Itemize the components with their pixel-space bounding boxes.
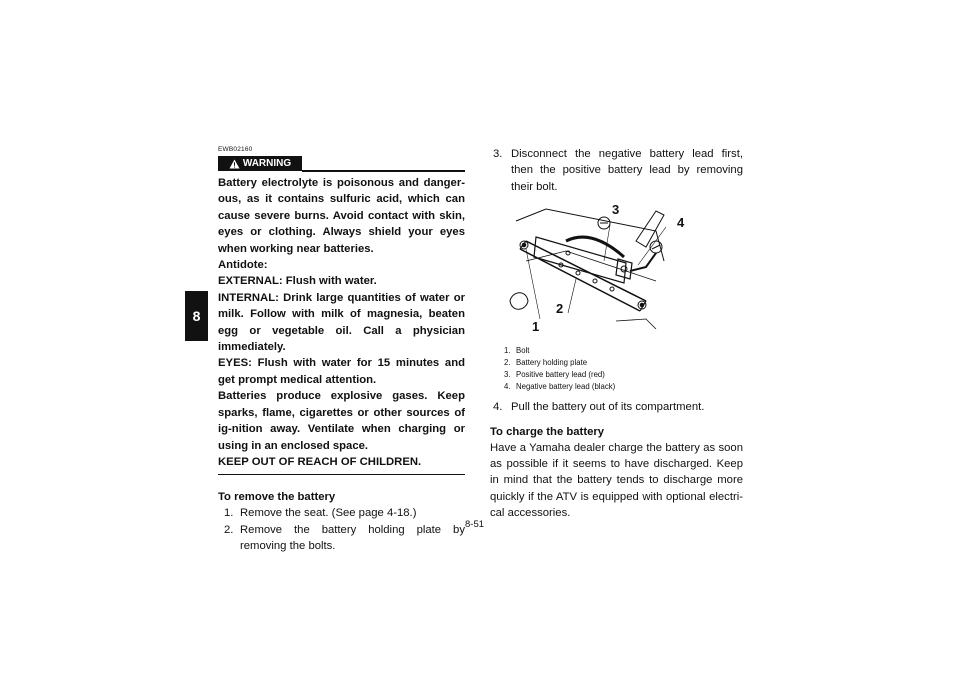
step-number: 4. <box>493 401 503 414</box>
step-text: Remove the battery holding plate by removing the bolts. <box>240 523 465 553</box>
list-item <box>218 505 465 521</box>
step-text: Disconnect the negative battery lead first, then the positive battery lead by removing their bolt. <box>511 148 743 193</box>
legend-text: Positive battery lead (red) <box>516 370 605 380</box>
battery-figure <box>506 201 685 341</box>
legend-item <box>504 357 743 369</box>
list-item <box>218 522 465 555</box>
callout-1: 1 <box>532 319 540 335</box>
step-text: Remove the seat. (See page 4-18.) <box>240 507 417 520</box>
legend-text: Bolt <box>516 346 530 356</box>
warning-paragraph: KEEP OUT OF REACH OF CHILDREN. <box>218 455 422 468</box>
charge-battery-text: Have a Yamaha dealer charge the battery as soon as possible if it seems to have discharged. Keep in mind that the battery tends to discharge more quickly if the ATV is equipped with optional electri-cal accessories. <box>490 441 743 520</box>
legend-item <box>504 345 743 357</box>
callout-4: 4 <box>677 215 685 231</box>
list-item <box>490 399 743 415</box>
step-number: 1. <box>224 507 234 520</box>
step-number: 2. <box>224 523 234 536</box>
remove-steps-list <box>218 505 465 554</box>
callout-3: 3 <box>612 202 620 218</box>
warning-paragraph: EXTERNAL: Flush with water. <box>218 275 377 288</box>
legend-item <box>504 369 743 381</box>
warning-rule <box>302 170 465 172</box>
step-text: Pull the battery out of its compartment. <box>511 401 705 414</box>
warning-paragraph: Batteries produce explosive gases. Keep sparks, flame, cigarettes or other sources of ig-nition away. Ventilate when charging or using in an enclosed space. <box>218 390 465 452</box>
chapter-tab: 8 <box>185 291 208 341</box>
legend-number: 1. <box>504 346 511 356</box>
warning-paragraph: EYES: Flush with water for 15 minutes and get prompt medical attention. <box>218 357 465 386</box>
battery-compartment-illustration <box>506 201 666 341</box>
warning-body <box>218 175 465 475</box>
warning-triangle-icon <box>229 159 240 169</box>
legend-text: Battery holding plate <box>516 358 588 368</box>
legend-item <box>504 381 743 393</box>
legend-number: 3. <box>504 370 511 380</box>
list-item <box>490 146 743 195</box>
callout-2: 2 <box>556 301 564 317</box>
warning-paragraph: Antidote: <box>218 259 268 272</box>
remove-steps-final <box>490 399 743 415</box>
warning-header <box>218 155 465 173</box>
left-column <box>218 146 465 555</box>
legend-number: 2. <box>504 358 511 368</box>
warning-label: WARNING <box>242 158 292 169</box>
remove-battery-heading: To remove the battery <box>218 491 336 504</box>
warning-paragraph: INTERNAL: Drink large quantities of water or milk. Follow with milk of magnesia, beaten egg or vegetable oil. Call a physician immediately. <box>218 291 465 354</box>
warning-badge <box>218 156 302 171</box>
step-number: 3. <box>493 148 503 160</box>
legend-number: 4. <box>504 382 511 392</box>
remove-steps-continued <box>490 146 743 195</box>
warning-code: EWB02160 <box>218 146 253 153</box>
charge-battery-heading: To charge the battery <box>490 425 605 438</box>
right-column <box>490 146 743 522</box>
page-number: 8-51 <box>465 519 485 530</box>
figure-legend <box>504 345 743 393</box>
warning-paragraph: Battery electrolyte is poisonous and danger-ous, as it contains sulfuric acid, which can cause severe burns. Avoid contact with skin, eyes or clothing. Always shield your eyes when working near batteries. <box>218 177 465 255</box>
legend-text: Negative battery lead (black) <box>516 382 616 392</box>
